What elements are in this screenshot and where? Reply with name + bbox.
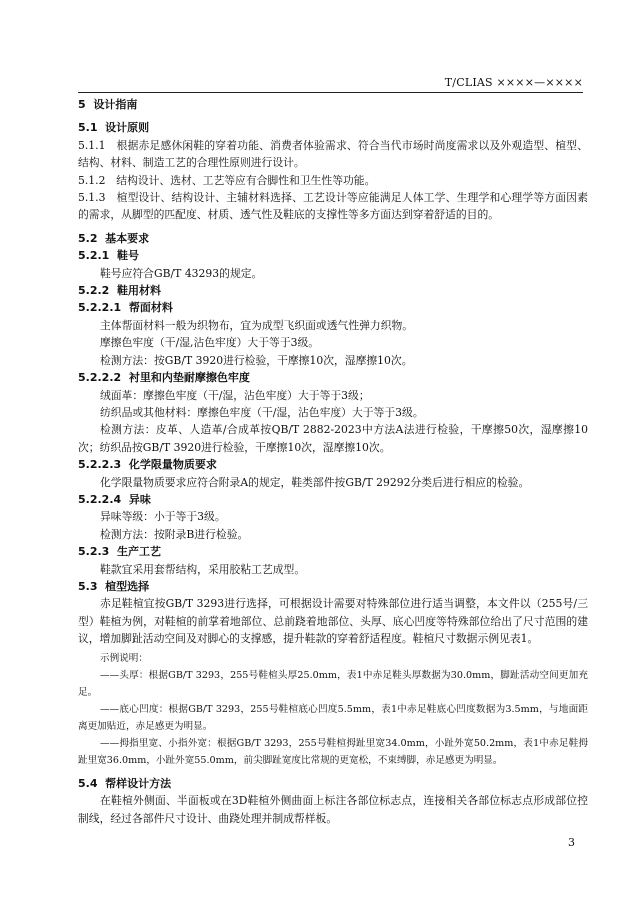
page-number: 3 [568,836,575,849]
section-number: 5.2.2.3 [78,458,122,472]
header-rule [78,92,583,93]
section-number: 5.1 [78,121,98,135]
section-number: 5.4 [78,777,98,790]
section-title: 生产工艺 [117,545,161,559]
section-title: 化学限量物质要求 [128,458,217,472]
last-selection-text: 赤足鞋楦宜按GB/T 3293进行选择，可根据设计需要对特殊部位进行适当调整，本文件以（255号/三型）鞋楦为例，对鞋楦的前掌着地部位、总前跷着地部位、头厚、底心凹度等特殊部位给出了尺寸范围的建议，增加脚趾活动空间及对脚心的支撑感，提升鞋款的穿着舒适程度。鞋楦尺寸数据示例见表1。 [78,597,588,646]
section-number: 5 [78,98,86,111]
section-5-2-2-heading [78,282,588,299]
production-process-text: 鞋款宜采用套帮结构，采用胶粘工艺成型。 [100,562,306,576]
pattern-design-text: 在鞋楦外侧面、半面板或在3D鞋楦外侧曲面上标注各部位标志点，连接相关各部位标志点形成部位控制线，经过各部件尺寸设计、曲跷处理并制成帮样板。 [78,794,588,825]
section-title: 异味 [128,492,151,506]
section-title: 基本要求 [105,231,150,245]
upper-color-fastness-text: 摩擦色牢度（干/湿,沾色牢度）大于等于3级。 [100,336,320,350]
upper-test-method-text: 检测方法：按GB/T 3920进行检验，干摩擦10次，湿摩擦10次。 [100,353,413,367]
section-title: 鞋用材料 [117,284,161,298]
section-title: 设计指南 [93,98,138,111]
section-5-2-heading [78,230,588,247]
odor-grade-text: 异味等级：小于等于3级。 [100,510,226,524]
document-body [78,96,588,827]
standard-code: T/CLIAS ××××—×××× [444,76,583,89]
section-number: 5.2.1 [78,249,110,263]
section-number: 5.2.2.2 [78,371,122,385]
upper-material-text: 主体帮面材料一般为织物布，宜为成型飞织面或透气性弹力织物。 [100,318,414,332]
section-number: 5.2.3 [78,545,110,559]
section-title: 帮样设计方法 [105,777,172,790]
section-5-1-heading [78,119,588,136]
section-5-2-1-heading [78,247,588,264]
section-5-2-3-heading [78,543,588,560]
lining-test-method-text: 检测方法：皮革、人造革/合成革按QB/T 2882-2023中方法A法进行检验，干摩擦50次，湿摩擦10次；纺织品按GB/T 3920进行检验，干摩擦10次，湿摩擦10次。 [78,423,588,454]
section-title: 帮面材料 [128,301,173,315]
suede-text: 绒面革：摩擦色牢度（干/湿，沾色牢度）大于等于3级； [100,388,370,402]
clause-5-1-2: 5.1.2 结构设计、选材、工艺等应有合脚性和卫生性等功能。 [78,173,376,187]
section-5-4-heading [78,775,588,792]
section-number: 5.2.2 [78,284,110,298]
clause-5-1-1: 5.1.1 根据赤足感休闲鞋的穿着功能、消费者体验需求、符合当代市场时尚度需求以及外观造型、楦型、结构、材料、制造工艺的合理性原则进行设计。 [78,138,588,170]
chemical-limit-text: 化学限量物质要求应符合附录A的规定，鞋类部件按GB/T 29292分类后进行相应的检验。 [100,475,530,489]
section-title: 鞋号 [117,249,139,263]
odor-test-method-text: 检测方法：按附录B进行检验。 [100,527,249,541]
section-title: 设计原则 [105,121,150,135]
section-number: 5.3 [78,579,98,593]
section-number: 5.2.2.4 [78,492,122,506]
section-5-2-2-2-heading [78,369,588,386]
example-item-toe-width: ——拇指里宽、小指外宽：根据GB/T 3293，255号鞋楦拇趾里宽34.0mm，小趾外宽50.2mm，表1中赤足鞋拇趾里宽36.0mm，小趾外宽55.0mm，前尖脚趾宽度比常规的更宽松，不束缚脚，赤足感更为明显。 [78,738,588,766]
section-5-2-2-1-heading [78,299,588,316]
section-5-2-2-3-heading [78,456,588,473]
section-5-heading [78,96,588,113]
section-title: 衬里和内垫耐摩擦色牢度 [128,371,250,385]
section-5-3-heading [78,578,588,595]
example-title: 示例说明： [100,652,148,664]
section-number: 5.2 [78,231,98,245]
section-number: 5.2.2.1 [78,301,122,315]
shoe-size-text: 鞋号应符合GB/T 43293的规定。 [100,266,263,280]
section-title: 楦型选择 [105,579,150,593]
textile-text: 纺织品或其他材料：摩擦色牢度（干/湿，沾色牢度）大于等于3级。 [100,405,424,419]
example-item-arch-concavity: ——底心凹度：根据GB/T 3293，255号鞋楦底心凹度5.5mm，表1中赤足鞋底心凹度数据为3.5mm，与地面距离更加贴近，赤足感更为明显。 [78,704,588,732]
example-item-head-thickness: ——头厚：根据GB/T 3293，255号鞋楦头厚25.0mm，表1中赤足鞋头厚数据为30.0mm，脚趾活动空间更加充足。 [78,670,588,698]
section-5-2-2-4-heading [78,491,588,508]
clause-5-1-3: 5.1.3 楦型设计、结构设计、主辅材料选择、工艺设计等应能满足人体工学、生理学和心理学等方面因素的需求，从脚型的匹配度、材质、透气性及鞋底的支撑性等多方面达到穿着舒适的目的。 [78,191,588,222]
